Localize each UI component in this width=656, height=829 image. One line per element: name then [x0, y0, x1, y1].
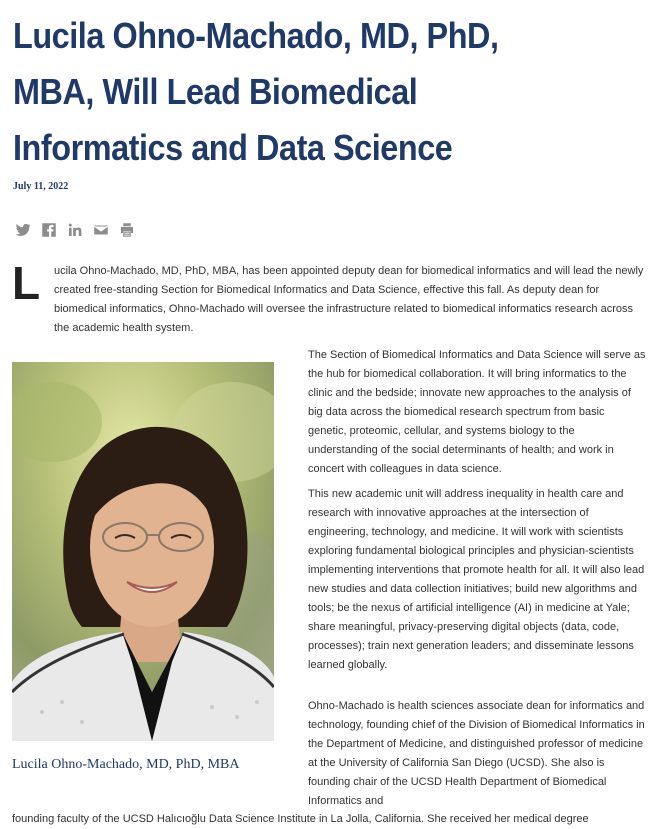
- portrait-photo: [12, 362, 274, 741]
- linkedin-icon[interactable]: [66, 221, 84, 239]
- article-date: July 11, 2022: [13, 181, 69, 192]
- article-title: Lucila Ohno-Machado, MD, PhD, MBA, Will Lead Biomedical Informatics and Data Science: [13, 15, 499, 168]
- email-icon[interactable]: [92, 221, 110, 239]
- print-icon[interactable]: [118, 221, 136, 239]
- body-paragraph: This new academic unit will address inequality in health care and research with innovative approaches at the intersection of engineering, technology, and medicine. It will work with scientists exploring fundamental biological principles and physician-scientists implementing interventions that promote health for all. It will also lead new studies and data collection initiatives; build new algorithms and tools; be the nexus of artificial intelligence (AI) in medicine at Yale; share meaningful, privacy-preserving digital objects (data, code, processes); train next generation leaders; and disseminate lessons learned globally.: [308, 488, 645, 671]
- twitter-icon[interactable]: [14, 221, 32, 239]
- drop-cap: L: [12, 257, 41, 309]
- body-paragraph: The Section of Biomedical Informatics and Data Science will serve as the hub for biomedical collaboration. It will bring informatics to the clinic and the bedside; innovate new approaches to the analysis of big data across the biomedical research spectrum from basic genetic, proteomic, cellular, and systems biology to the understanding of the social determinants of health; and work in concert with colleagues in data science.: [308, 349, 646, 475]
- facebook-icon[interactable]: [40, 221, 58, 239]
- body-paragraph-continued: founding faculty of the UCSD Halıcıoğlu Data Science Institute in La Jolla, California. She received her medical degree: [12, 813, 589, 825]
- photo-caption: Lucila Ohno-Machado, MD, PhD, MBA: [12, 757, 240, 772]
- share-bar: [14, 221, 136, 239]
- body-paragraph: Ohno-Machado is health sciences associate dean for informatics and technology, founding chief of the Division of Biomedical Informatics in the Department of Medicine, and distinguished professor of medicine at the University of California San Diego (UCSD). She also is founding chair of the UCSD Health Department of Biomedical Informatics and: [308, 700, 645, 807]
- lead-paragraph: ucila Ohno-Machado, MD, PhD, MBA, has been appointed deputy dean for biomedical informatics and will lead the newly created free-standing Section for Biomedical Informatics and Data Science, effective this fall. As deputy dean for biomedical informatics, Ohno-Machado will oversee the infrastructure related to biomedical informatics research across the academic health system.: [54, 265, 644, 334]
